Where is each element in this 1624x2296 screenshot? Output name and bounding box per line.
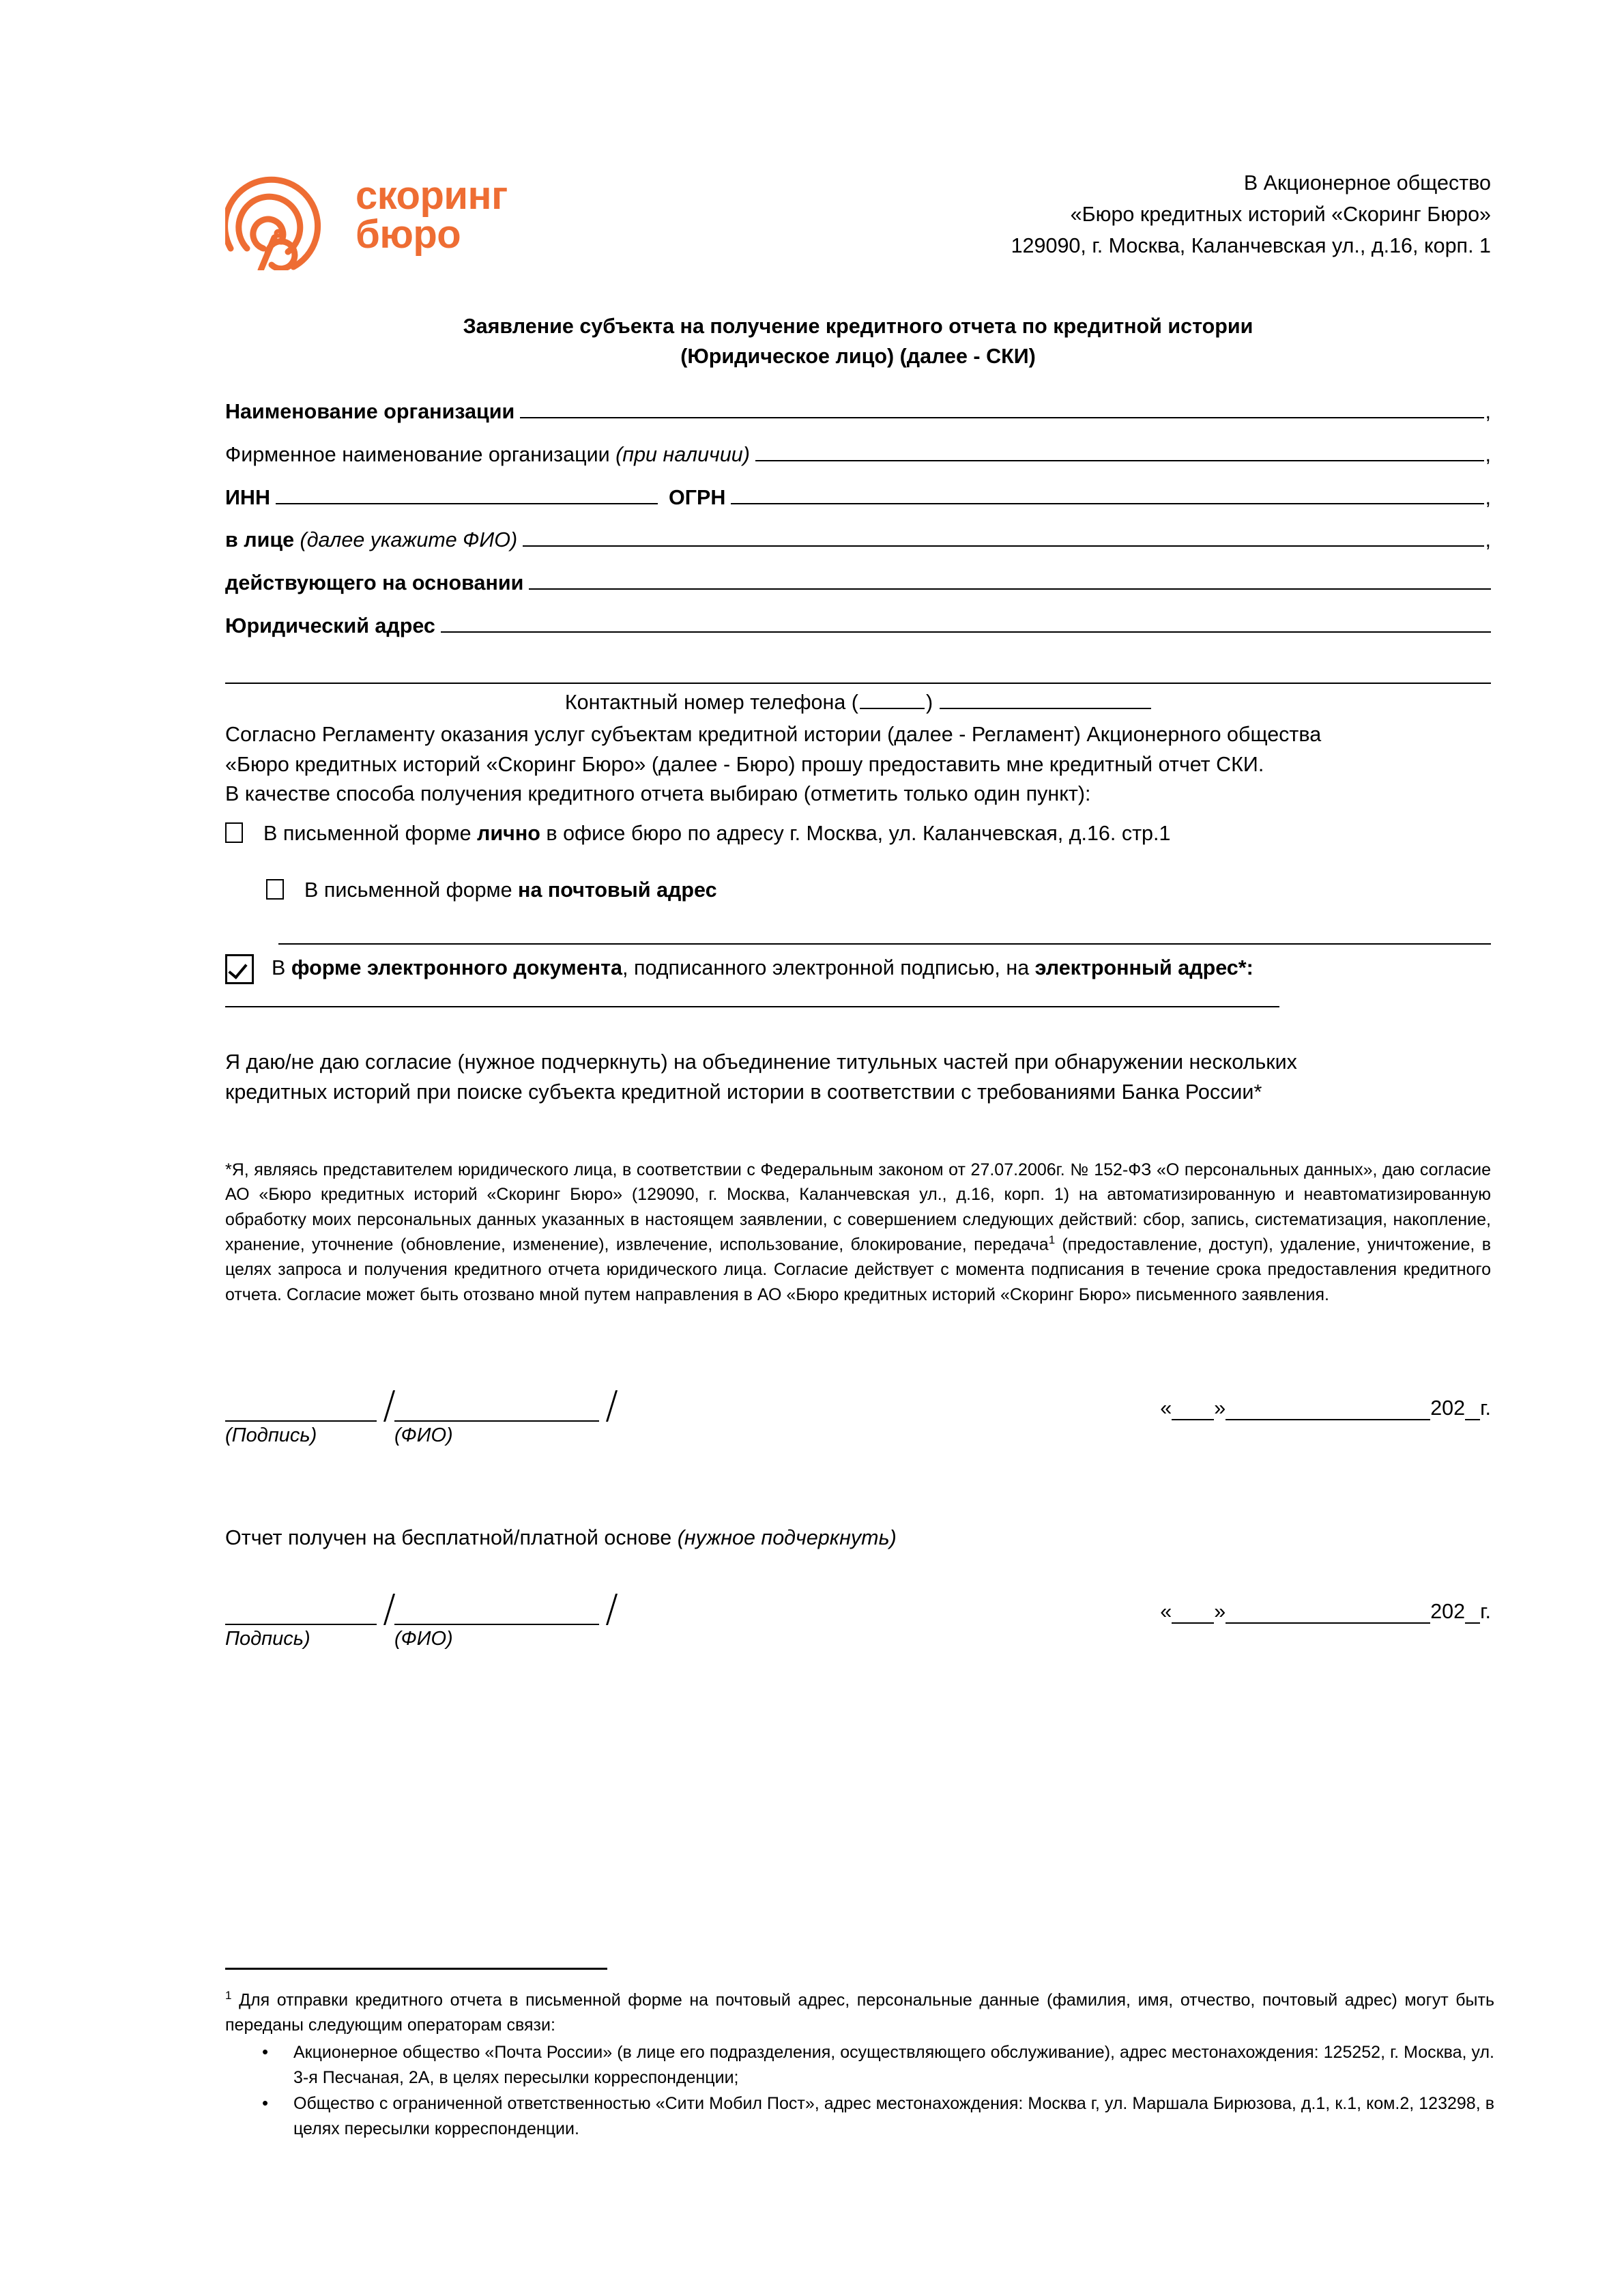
signature-row-1 (225, 1389, 1491, 1422)
personal-data-consent-part1: *Я, являясь представителем юридического лица, в соответствии с Федеральным законом от 27.07.2006г. № 152-ФЗ «О персональных данных», даю согласие АО «Бюро кредитных историй «Скоринг Бюро» (129090, г. Москва, Каланчевская ул., д.16, корп. 1) на автоматизированную и неавтоматизированную обработку моих персональных данных указанных в настоящем заявлении, с совершением следующих действий: сбор, запись, систематизация, накопление, хранение, уточнение (обновление, изменение), извлечение, использование, блокирование, передача (225, 1160, 1491, 1254)
representative-label: в лице (225, 528, 295, 552)
footnote-marker: 1 (225, 1989, 232, 2002)
merge-consent-line-2: кредитных историй при поиске субъекта кредитной истории в соответствии с требованиями Банка России* (225, 1080, 1262, 1104)
company-logo (225, 157, 508, 270)
footnote-intro-text: Для отправки кредитного отчета в письменной форме на почтовый адрес, персональные данные (фамилия, имя, отчество, почтовый адрес) могут быть переданы следующим операторам связи: (225, 1990, 1494, 2035)
field-row-representative (225, 527, 1491, 554)
checkbox-electronic-checked-icon[interactable] (225, 954, 254, 984)
electronic-address-input[interactable] (225, 1005, 1279, 1007)
document-title (225, 311, 1491, 371)
date-day-input-1[interactable] (1172, 1419, 1214, 1420)
footnote-operator-list (225, 2040, 1494, 2141)
option-electronic-prefix: В (272, 956, 291, 979)
option-electronic-middle: , подписанного электронной подписью, на (622, 956, 1035, 979)
logo-word-line2: бюро (356, 212, 461, 257)
field-row-inn-ogrn (225, 485, 1491, 512)
applicant-fields (225, 399, 1491, 684)
addressee-line-3: 129090, г. Москва, Каланчевская ул., д.16, корп. 1 (1011, 233, 1491, 257)
regulation-line-2: «Бюро кредитных историй «Скоринг Бюро» (далее - Бюро) прошу предоставить мне кредитный отчет СКИ. (225, 752, 1264, 776)
date-close-quote-2: » (1214, 1600, 1226, 1624)
checkbox-postal-icon[interactable] (266, 879, 284, 900)
list-item: • Акционерное общество «Почта России» (в лице его подразделения, осуществляющего обслуживание), адрес местонахождения: 125252, г. Москва, ул. 3-я Песчаная, 2А, в целях пересылки корреспонденции; (293, 2040, 1494, 2090)
option-postal-text (304, 876, 717, 904)
date-open-quote-1: « (1160, 1396, 1172, 1420)
field-row-legal-address (225, 613, 1491, 640)
signature-block-2 (225, 1592, 1491, 1650)
legal-address-label: Юридический адрес (225, 614, 435, 637)
fio-caption-1: (ФИО) (394, 1424, 453, 1447)
electronic-address-rule-top (278, 942, 1491, 945)
phone-number-input[interactable] (940, 708, 1151, 709)
signature-slash-1a (377, 1390, 394, 1422)
logo-word-line1: скоринг (356, 173, 508, 218)
representative-comma: , (1485, 528, 1491, 552)
personal-data-consent-part2: (предоставление, доступ), удаление, уничтожение, в целях запроса и получения кредитного отчета юридического лица. Согласие действует с момента подписания в течение срока предоставления кредитного отчета. Согласие может быть отозвано мной путем направления в АО «Бюро кредитных историй «Скоринг Бюро» письменного заявления. (225, 1235, 1491, 1304)
representative-input[interactable] (523, 545, 1483, 547)
ogrn-comma: , (1485, 485, 1491, 509)
signature-slash-2b (599, 1594, 617, 1625)
document-title-line2: (Юридическое лицо) (далее - СКИ) (680, 345, 1036, 369)
org-name-input[interactable] (520, 417, 1483, 418)
brand-name-note: (при наличии) (615, 443, 750, 467)
legal-address-input-line2[interactable] (225, 655, 1491, 684)
option-in-person-bold: лично (477, 822, 540, 846)
option-postal[interactable] (266, 876, 1491, 904)
option-in-person-prefix: В письменной форме (263, 822, 478, 846)
merge-consent-line-1: Я даю/не даю согласие (нужное подчеркнуть) на объединение титульных частей при обнаружении нескольких (225, 1050, 1297, 1074)
representative-note: (далее укажите ФИО) (300, 528, 518, 552)
brand-name-comma: , (1485, 443, 1491, 467)
phone-code-input[interactable] (860, 708, 925, 709)
date-close-quote-1: » (1214, 1396, 1226, 1420)
date-year-suffix-1: г. (1480, 1396, 1491, 1420)
option-electronic[interactable] (225, 954, 1491, 984)
document-header (225, 157, 1491, 280)
date-row-1 (1160, 1396, 1491, 1422)
addressee-block (1011, 157, 1491, 261)
date-year-prefix-1: 202 (1430, 1396, 1466, 1420)
signature-slash-2a (377, 1594, 394, 1625)
list-item: • Общество с ограниченной ответственностью «Сити Мобил Пост», адрес местонахождения: Москва г, ул. Маршала Бирюзова, д.1, к.1, ком.2, 123298, в целях пересылки корреспонденции. (293, 2091, 1494, 2141)
inn-input[interactable] (276, 503, 658, 504)
option-electronic-text (272, 954, 1253, 982)
paid-basis-row (225, 1526, 1491, 1550)
field-row-basis (225, 570, 1491, 597)
option-electronic-bold: форме электронного документа (291, 956, 622, 979)
field-row-org-name (225, 399, 1491, 426)
paid-basis-note: (нужное подчеркнуть) (677, 1526, 897, 1550)
signature-input-2[interactable] (225, 1596, 377, 1625)
signature-caption-2: Подпись) (225, 1628, 310, 1650)
ogrn-label: ОГРН (668, 485, 726, 509)
signature-block-1 (225, 1389, 1491, 1447)
signature-captions-1 (225, 1424, 1491, 1447)
ogrn-input[interactable] (731, 503, 1483, 504)
merge-consent-block (225, 1047, 1491, 1107)
option-in-person-text (263, 820, 1170, 848)
addressee-line-2: «Бюро кредитных историй «Скоринг Бюро» (1070, 202, 1491, 226)
inn-label: ИНН (225, 485, 270, 509)
logo-wordmark (356, 173, 508, 257)
signature-slash-1b (599, 1390, 617, 1422)
checkbox-in-person-icon[interactable] (225, 822, 243, 843)
date-year-suffix-2: г. (1480, 1600, 1491, 1624)
paid-basis-text: Отчет получен на бесплатной/платной основе (225, 1526, 678, 1550)
document-title-line1: Заявление субъекта на получение кредитного отчета по кредитной истории (463, 315, 1253, 338)
brand-name-label: Фирменное наименование организации (225, 443, 610, 467)
date-month-input-1[interactable] (1226, 1419, 1430, 1420)
personal-data-consent-text (225, 1158, 1491, 1307)
footnote-separator (225, 1966, 607, 1970)
date-year-prefix-2: 202 (1430, 1600, 1466, 1624)
date-year-input-1[interactable] (1465, 1419, 1480, 1420)
date-year-input-2[interactable] (1465, 1622, 1480, 1624)
phone-row: Контактный номер телефона ( ) (225, 691, 1491, 715)
footnote-intro (225, 1988, 1494, 2037)
basis-input[interactable] (529, 588, 1491, 590)
option-electronic-block (225, 942, 1491, 1007)
date-row-2 (1160, 1600, 1491, 1625)
signature-caption-1: (Подпись) (225, 1424, 317, 1447)
option-in-person[interactable] (225, 820, 1491, 848)
field-row-brand-name (225, 442, 1491, 469)
option-postal-prefix: В письменной форме (304, 878, 519, 902)
addressee-line-1: В Акционерное общество (1243, 171, 1491, 195)
fio-input-1[interactable] (394, 1393, 599, 1422)
signature-input-1[interactable] (225, 1393, 377, 1422)
basis-label: действующего на основании (225, 571, 524, 594)
spiral-p-logo-icon (225, 161, 345, 270)
date-day-input-2[interactable] (1172, 1622, 1214, 1624)
document-body (225, 157, 1491, 1650)
fio-caption-2: (ФИО) (394, 1628, 453, 1650)
legal-address-input[interactable] (441, 631, 1491, 633)
footnote-area (225, 1966, 1494, 2142)
fio-input-2[interactable] (394, 1596, 599, 1625)
date-month-input-2[interactable] (1226, 1622, 1430, 1624)
org-name-label: Наименование организации (225, 400, 515, 424)
signature-row-2 (225, 1592, 1491, 1625)
footnote-ref-1: 1 (1048, 1233, 1056, 1247)
phone-label: Контактный номер телефона (564, 691, 846, 715)
option-postal-bold: на почтовый адрес (518, 878, 717, 902)
choose-method-line: В качестве способа получения кредитного отчета выбираю (отметить только один пункт): (225, 781, 1091, 805)
option-electronic-bold2: электронный адрес*: (1034, 956, 1253, 979)
brand-name-input[interactable] (755, 460, 1484, 461)
signature-captions-2 (225, 1628, 1491, 1650)
org-name-comma: , (1485, 400, 1491, 424)
option-in-person-suffix: в офисе бюро по адресу г. Москва, ул. Каланчевская, д.16. стр.1 (540, 822, 1171, 846)
regulation-line-1: Согласно Регламенту оказания услуг субъектам кредитной истории (далее - Регламент) Акционерного общества (225, 723, 1322, 747)
date-open-quote-2: « (1160, 1600, 1172, 1624)
